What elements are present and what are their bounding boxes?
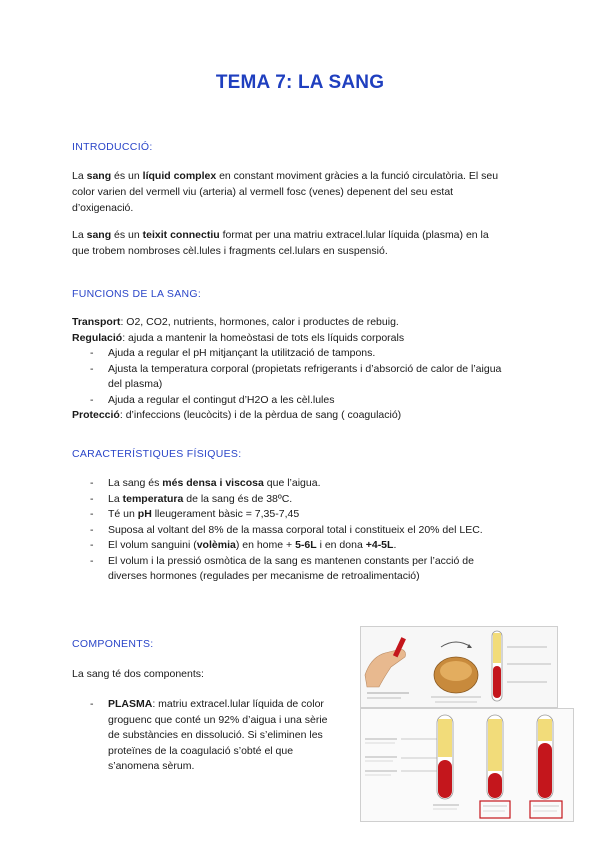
list-item: - Ajusta la temperatura corporal (propietats refrigerants i d’absorció de calor de l’aigua del plasma) — [90, 362, 502, 390]
components-list — [72, 697, 362, 775]
list-item: - El volum i la pressió osmòtica de la sang es mantenen constants per l’acció de diverses hormones (regulades per mecanisme de retroalimentació) — [90, 554, 474, 582]
blood-sample-illustration — [361, 627, 557, 707]
list-item: - Ajuda a regular el pH mitjançant la utilització de tampons. — [90, 347, 376, 359]
list-item: - La temperatura de la sang és de 38ºC. — [90, 492, 293, 505]
components-intro: La sang té dos components: — [72, 668, 204, 680]
funcions-list — [72, 315, 532, 424]
page-title: TEMA 7: LA SANG — [215, 72, 385, 93]
caracteristiques-list — [72, 476, 532, 585]
blood-sample-diagram — [360, 626, 558, 708]
intro-paragraph-2: La sang és un teixit connectiu format per una matriu extracel.lular líquida (plasma) en la que trobem nombroses cèl.lules i fragments cel.lulars en suspensió. — [72, 229, 489, 257]
funcio-transport: Transport: O2, CO2, nutrients, hormones, calor i productes de rebuig. — [72, 316, 399, 328]
hematocrit-diagram — [360, 708, 574, 822]
list-item: - El volum sanguini (volèmia) en home + 5-6L i en dona +4-5L. — [90, 539, 397, 551]
funcio-regulacio: Regulació: ajuda a mantenir la homeòstasi de tots els líquids corporals — [72, 331, 405, 344]
list-item: - Ajuda a regular el contingut d’H2O a les cèl.lules — [90, 393, 335, 406]
list-item-plasma: - PLASMA: matriu extracel.lular líquida de color groguenc que conté un 92% d’aigua i una sèrie de substàncies en dissolució. Si s’eliminen les proteïnes de la coagulació s’obté el que s’anomena sèrum. — [90, 698, 328, 772]
list-item: - Suposa al voltant del 8% de la massa corporal total i constitueix el 20% del LEC. — [90, 523, 483, 536]
caracteristiques-heading: CARACTERÍSTIQUES FÍSIQUES: — [72, 448, 242, 460]
list-item: - Té un pH lleugerament bàsic = 7,35-7,45 — [90, 508, 300, 520]
funcions-heading: FUNCIONS DE LA SANG: — [72, 288, 202, 300]
hematocrit-tubes-illustration — [361, 709, 573, 821]
intro-paragraph-1: La sang és un líquid complex en constant moviment gràcies a la funció circulatòria. El seu color varien del vermell viu (arteria) al vermell fosc (venes) depenent del seu estat d’oxigenació. — [72, 170, 499, 214]
funcio-proteccio: Protecció: d’infeccions (leucòcits) i de la pèrdua de sang ( coagulació) — [72, 409, 402, 421]
intro-heading: INTRODUCCIÓ: — [72, 141, 153, 153]
list-item: - La sang és més densa i viscosa que l’aigua. — [90, 477, 321, 489]
components-heading: COMPONENTS: — [72, 638, 154, 650]
